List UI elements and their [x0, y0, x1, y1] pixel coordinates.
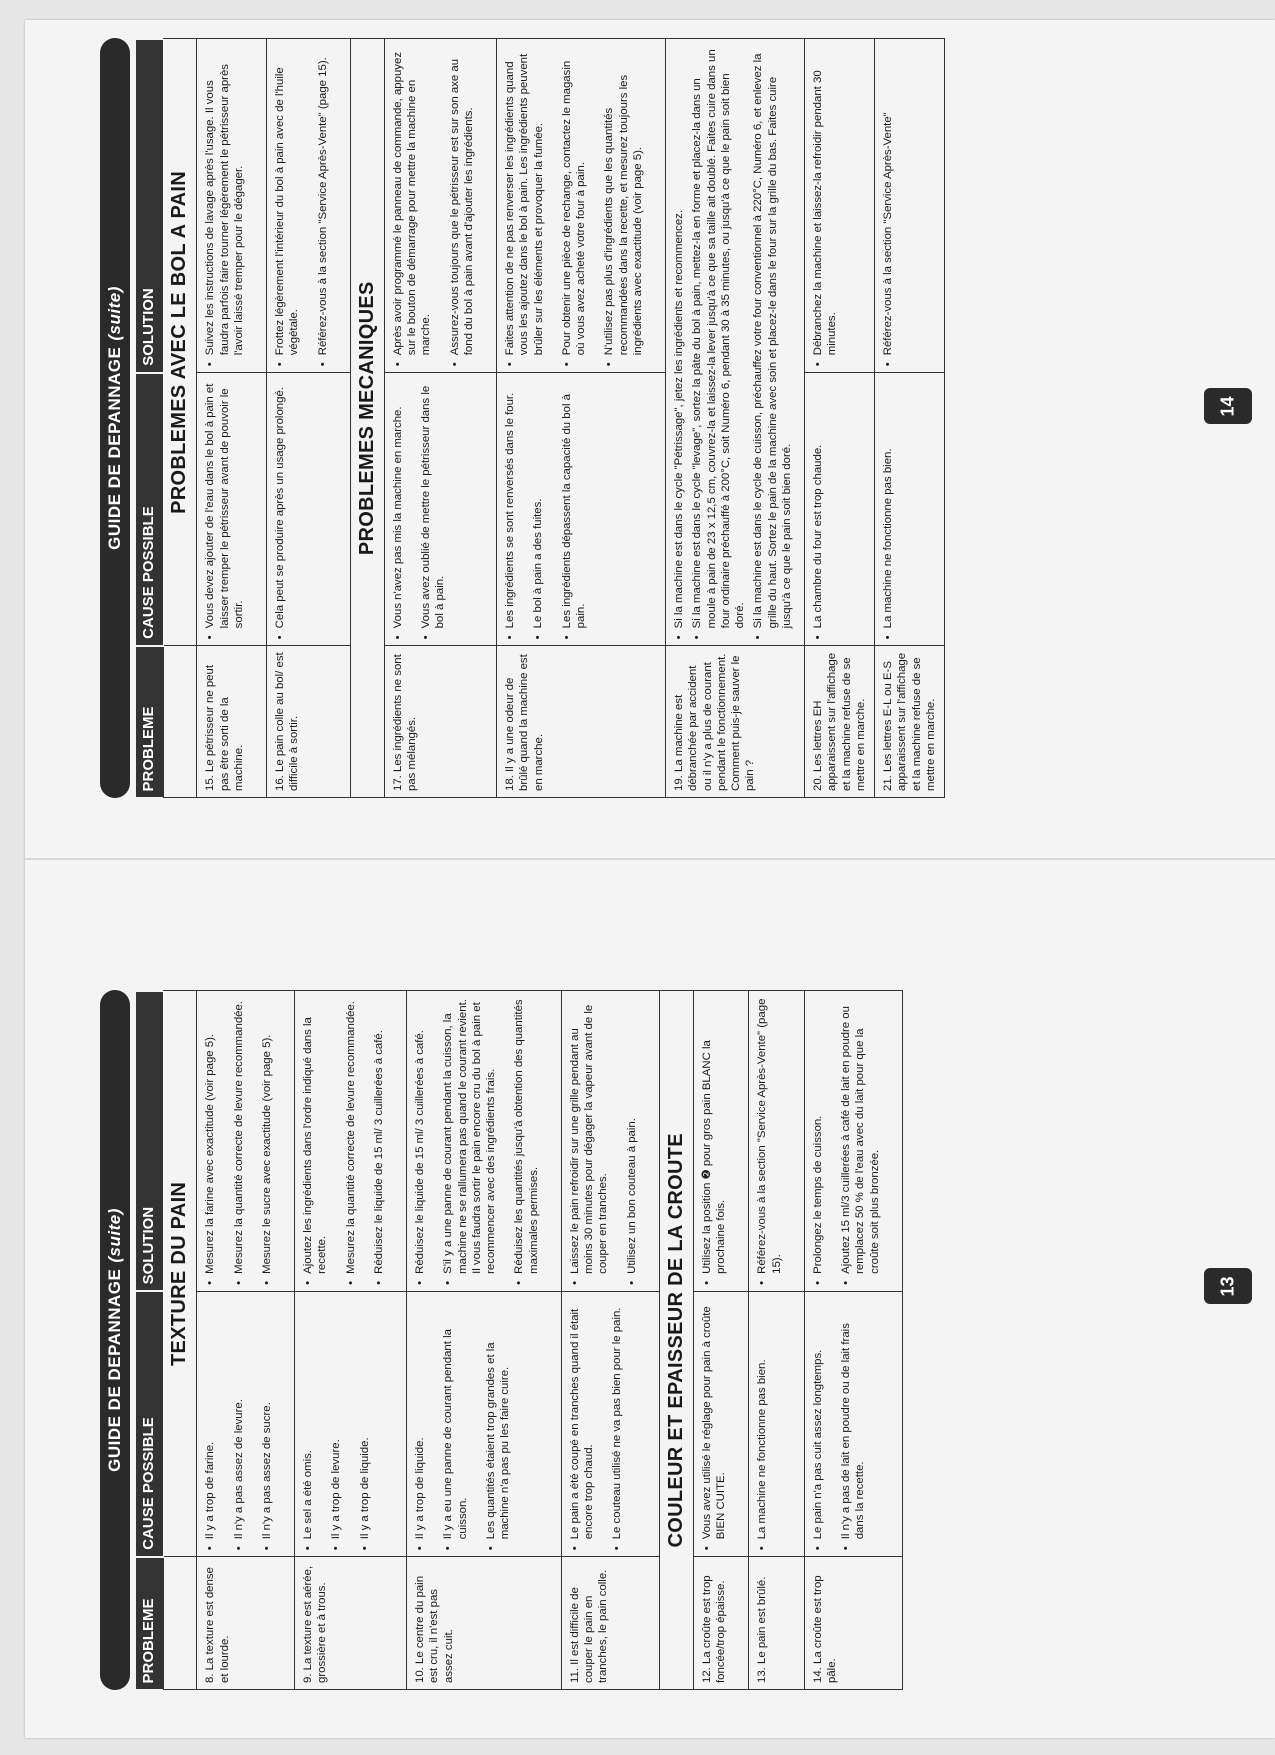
cause-cell	[497, 373, 666, 646]
cause-item: • Il y a trop de liquide.	[413, 1298, 427, 1550]
solution-cell	[749, 991, 805, 1291]
problem-cell: 16. Le pain colle au bol/ est difficile à sortir.	[267, 646, 351, 798]
solution-item: • Mesurez la quantité correcte de levure recommandée.	[232, 998, 246, 1285]
solution-item: • Référez-vous à la section "Service Après-Vente" (page 15).	[316, 46, 330, 367]
solution-item: • Réduisez le liquide de 15 ml/ 3 cuillerées à café.	[372, 998, 386, 1285]
header-title: GUIDE DE DEPANNAGE	[105, 1268, 124, 1472]
solution-item: • Frottez légèrement l'intérieur du bol à pain avec de l'huile végétale.	[273, 46, 302, 367]
cause-item: • Le bol à pain a des fuites.	[531, 379, 545, 639]
solution-item: • Si la machine est dans le cycle de cuisson, préchauffez votre four conventionnel à 220°C, Numéro 6, et enlevez la grille du haut. Sortez le pain de la machine avec soin et placez-le dans le four sur la grille du bas. Faites cuire jusqu'à ce que le pain soit bien doré.	[751, 46, 794, 640]
cause-cell	[804, 1291, 902, 1556]
page-fold	[25, 858, 1275, 860]
problem-cell: 10. Le centre du pain est cru, il n'est pas assez cuit.	[407, 1557, 562, 1690]
problem-cell: 13. Le pain est brûlé.	[749, 1557, 805, 1690]
solution-cell	[875, 39, 945, 373]
cause-item: • Le couteau utilisé ne va pas bien pour le pain.	[610, 1298, 624, 1550]
cause-item: • Il y a trop de farine.	[203, 1298, 217, 1550]
problem-cell: 8. La texture est dense et lourde.	[197, 1557, 295, 1690]
table-row	[497, 39, 666, 798]
section-title: PROBLEMES MECANIQUES	[350, 39, 384, 798]
problem-cell: 19. La machine est débranchée par accident ou il n'y a plus de courant pendant le fonctionnement. Comment puis-je sauver le pain ?	[666, 646, 805, 798]
problem-cell: 18. Il y a une odeur de brûlé quand la machine est en marche.	[497, 646, 666, 798]
page-14-header	[100, 38, 130, 798]
problem-cell: 12. La croûte est trop foncée/trop épaisse.	[693, 1557, 749, 1690]
page-number-tab: 13	[1204, 1268, 1252, 1304]
solution-cell	[804, 991, 902, 1291]
cause-item: • Il n'y a pas assez de sucre.	[260, 1298, 274, 1550]
table-row	[267, 39, 351, 798]
solution-item: • Si la machine est dans le cycle "Pétrissage", jetez les ingrédients et recommencez.	[672, 46, 686, 640]
cause-cell	[295, 1291, 407, 1556]
cause-cell	[197, 1291, 295, 1556]
page-13	[100, 990, 1110, 1690]
table-row	[384, 39, 496, 798]
cause-cell	[561, 1291, 659, 1556]
cause-item: • Il n'y a pas assez de levure.	[232, 1298, 246, 1550]
table-row	[295, 991, 407, 1690]
solution-item: • Débranchez la machine et laissez-la refroidir pendant 30 minutes.	[811, 46, 840, 367]
cause-cell	[407, 1291, 562, 1556]
solution-cell	[295, 991, 407, 1291]
problem-cell: 14. La croûte est trop pâle.	[804, 1557, 902, 1690]
problem-cell: 15. Le pétrisseur ne peut pas être sorti de la machine.	[197, 646, 267, 798]
cause-item: • Vous avez utilisé le réglage pour pain à croûte BIEN CUITE.	[700, 1298, 729, 1550]
solution-item: • Après avoir programmé le panneau de commande, appuyez sur le bouton de démarrage pour mettre la machine en marche.	[391, 46, 434, 367]
cause-item: • Cela peut se produire après un usage prolongé.	[273, 379, 287, 639]
solution-item: • Réduisez le liquide de 15 ml/ 3 cuillerées à café.	[413, 998, 427, 1285]
page-14	[100, 38, 1110, 798]
col-problem: PROBLEME	[136, 646, 163, 798]
table-row	[407, 991, 562, 1690]
cause-cell	[875, 373, 945, 646]
cause-item: • Le pain a été coupé en tranches quand il était encore trop chaud.	[568, 1298, 597, 1550]
cause-item: • La machine ne fonctionne pas bien.	[755, 1298, 769, 1550]
solution-cell	[497, 39, 666, 373]
cause-solution-cell	[666, 39, 805, 646]
problem-cell: 11. Il est difficile de couper le pain en tranches, le pain colle.	[561, 1557, 659, 1690]
solution-cell	[407, 991, 562, 1291]
table-row	[804, 991, 902, 1690]
header-suffix: (suite)	[105, 286, 124, 341]
table-row	[197, 991, 295, 1690]
cause-item: • Il y a trop de liquide.	[358, 1298, 372, 1550]
header-title: GUIDE DE DEPANNAGE	[105, 346, 124, 550]
problem-cell: 20. Les lettres EH apparaissent sur l'affichage et la machine refuse de se mettre en marche.	[805, 646, 875, 798]
solution-item: • Suivez les instructions de lavage après l'usage. Il vous faudra parfois faire tourner légèrement le pétrisseur après l'avoir laissé tremper pour le dégager.	[203, 46, 246, 367]
col-cause: CAUSE POSSIBLE	[136, 373, 163, 646]
solution-item: • Référez-vous à la section "Service Après-Vente" (page 15).	[755, 998, 784, 1285]
cause-item: • Les quantités étaient trop grandes et la machine n'a pas pu les faire cuire.	[484, 1298, 513, 1550]
cause-item: • La chambre du four est trop chaude.	[811, 379, 825, 639]
cause-item: • Il y a trop de levure.	[329, 1298, 343, 1550]
column-headers	[136, 991, 163, 1690]
page-number-tab: 14	[1204, 388, 1252, 424]
solution-item: • Faites attention de ne pas renverser les ingrédients quand vous les ajoutez dans le bol à pain. Les ingrédients peuvent brûler sur les éléments et provoquer la fumée.	[503, 46, 546, 367]
cause-cell	[267, 373, 351, 646]
cause-cell	[693, 1291, 749, 1556]
solution-cell	[197, 39, 267, 373]
cause-cell	[384, 373, 496, 646]
cause-item: • La machine ne fonctionne pas bien.	[881, 379, 895, 639]
troubleshoot-table-14	[136, 38, 945, 798]
problem-cell: 21. Les lettres E-L ou E-S apparaissent sur l'affichage et la machine refuse de se mettre en marche.	[875, 646, 945, 798]
table-row	[693, 991, 749, 1690]
solution-item: • Réduisez les quantités jusqu'à obtention des quantités maximales permises.	[512, 998, 541, 1285]
solution-item: • N'utilisez pas plus d'ingrédients que les quantités recommandées dans la recette, et mesurez toujours les ingrédients avec exactitude (voir page 5).	[602, 46, 645, 367]
solution-cell	[197, 991, 295, 1291]
header-suffix: (suite)	[105, 1208, 124, 1263]
solution-cell	[267, 39, 351, 373]
table-row	[561, 991, 659, 1690]
table-row	[197, 39, 267, 798]
section-title: COULEUR ET EPAISSEUR DE LA CROUTE	[659, 991, 693, 1690]
solution-item: • Ajoutez 15 ml/3 cuillerées à café de lait en poudre ou remplacez 50 % de l'eau avec du lait pour que la croûte soit plus bronzée.	[839, 998, 882, 1285]
cause-item: • Le pain n'a pas cuit assez longtemps.	[811, 1298, 825, 1550]
cause-item: • Les ingrédients se sont renversés dans le four.	[503, 379, 517, 639]
cause-item: • Les ingrédients dépassent la capacité du bol à pain.	[560, 379, 589, 639]
solution-item: • Référez-vous à la section "Service Après-Vente"	[881, 46, 895, 367]
solution-cell	[561, 991, 659, 1291]
cause-item: • Vous avez oublié de mettre le pétrisseur dans le bol à pain.	[419, 379, 448, 639]
column-headers	[136, 39, 163, 798]
table-row	[875, 39, 945, 798]
cause-item: • Il n'y a pas de lait en poudre ou de lait frais dans la recette.	[839, 1298, 868, 1550]
solution-item: • Prolongez le temps de cuisson.	[811, 998, 825, 1285]
solution-item: • Mesurez la farine avec exactitude (voir page 5).	[203, 998, 217, 1285]
solution-item: • Laissez le pain refroidir sur une grille pendant au moins 30 minutes pour dégager la vapeur avant de le couper en tranches.	[568, 998, 611, 1285]
col-solution: SOLUTION	[136, 39, 163, 373]
cause-item: • Le sel a été omis.	[301, 1298, 315, 1550]
solution-cell	[384, 39, 496, 373]
solution-item: • Si la machine est dans le cycle "levage", sortez la pâte du bol à pain, mettez-la en forme et placez-la dans un moule à pain de 23 x 12,5 cm, couvrez-la et laissez-la lever jusqu'à ce que sa taille ait doublé. Faites cuire dans un four ordinaire préchauffé à 200°C, soit Numéro 6, pendant 30 à 35 minutes, ou jusqu'à ce que le pain soit bien doré.	[690, 46, 747, 640]
cause-item: • Il y a eu une panne de courant pendant la cuisson.	[441, 1298, 470, 1550]
table-row	[749, 991, 805, 1690]
solution-item: • Mesurez la quantité correcte de levure recommandée.	[344, 998, 358, 1285]
cause-cell	[749, 1291, 805, 1556]
solution-item: • Ajoutez les ingrédients dans l'ordre indiqué dans la recette.	[301, 998, 330, 1285]
page-13-header	[100, 990, 130, 1690]
cause-item: • Vous n'avez pas mis la machine en marche.	[391, 379, 405, 639]
problem-cell: 17. Les ingrédients ne sont pas mélangés.	[384, 646, 496, 798]
cause-cell	[805, 373, 875, 646]
solution-item: • Mesurez le sucre avec exactitude (voir page 5).	[260, 998, 274, 1285]
section-title: PROBLEMES AVEC LE BOL A PAIN	[163, 39, 197, 646]
col-solution: SOLUTION	[136, 991, 163, 1291]
section-title: TEXTURE DU PAIN	[163, 991, 197, 1557]
solution-item: • Utilisez la position ❷ pour gros pain BLANC la prochaine fois.	[700, 998, 729, 1285]
cause-item: • Vous devez ajouter de l'eau dans le bol à pain et laisser tremper le pétrisseur avant de pouvoir le sortir.	[203, 379, 246, 639]
col-cause: CAUSE POSSIBLE	[136, 1291, 163, 1556]
problem-cell: 9. La texture est aérée, grossière et à trous.	[295, 1557, 407, 1690]
solution-cell	[805, 39, 875, 373]
table-row	[666, 39, 805, 798]
solution-item: • Pour obtenir une pièce de rechange, contactez le magasin où vous avez acheté votre four à pain.	[560, 46, 589, 367]
troubleshoot-table-13	[136, 990, 903, 1690]
solution-item: • S'il y a une panne de courant pendant la cuisson, la machine ne se rallumera pas quand le courant revient. Il vous faudra sortir le pain encore cru du bol à pain et recommencer avec des ingrédients frais.	[441, 998, 498, 1285]
solution-item: • Assurez-vous toujours que le pétrisseur est sur son axe au fond du bol à pain avant d'ajouter les ingrédients.	[448, 46, 477, 367]
table-row	[805, 39, 875, 798]
cause-cell	[197, 373, 267, 646]
col-problem: PROBLEME	[136, 1557, 163, 1690]
solution-cell	[693, 991, 749, 1291]
solution-item: • Utilisez un bon couteau à pain.	[625, 998, 639, 1285]
